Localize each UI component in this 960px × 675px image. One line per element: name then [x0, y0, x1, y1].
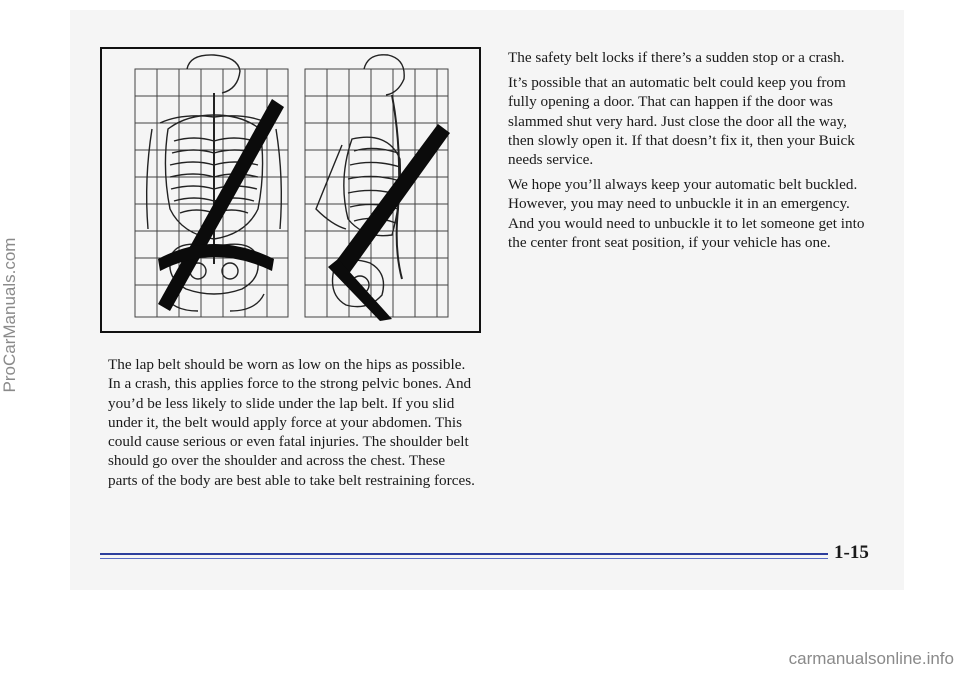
front-skeleton: [147, 55, 282, 311]
watermark-text: ProCarManuals.com: [0, 237, 19, 393]
lap-belt-paragraph: The lap belt should be worn as low on the hips as possible. In a crash, this applies force to the strong pelvic bones. And you’d be less likely to slide under the lap belt. If you slid under it, the belt would apply force at your abdomen. This could cause serious or even fatal injuries. The shoulder belt should go over the shoulder and across the chest. These parts of the body are best able to take belt restraining forces.: [108, 356, 475, 489]
side-watermark: [0, 150, 20, 480]
side-skeleton: [316, 55, 404, 307]
grid-left: [135, 69, 288, 317]
unbuckle-paragraph: We hope you’ll always keep your automatic belt buckled. However, you may need to unbuckle it in an emergency. And you would need to unbuckle it to let someone get into the center front seat position, if your vehicle has one.: [508, 176, 865, 251]
seatbelt-skeleton-illustration: [100, 47, 481, 333]
front-shoulder-belt: [158, 99, 284, 311]
site-brand[interactable]: carmanualsonline.info: [788, 649, 954, 668]
skeleton-drawing: [102, 49, 479, 331]
safety-belt-locks-paragraph: The safety belt locks if there’s a sudden stop or a crash.: [508, 49, 845, 66]
footer-rule: [100, 553, 828, 555]
grid-right: [305, 69, 448, 317]
page-number: 1-15: [834, 542, 869, 563]
automatic-belt-door-paragraph: It’s possible that an automatic belt could keep you from fully opening a door. That can happen if the door was slammed shut very hard. Just close the door all the way, then slowly open it. If that doesn’t fix it, then your Buick needs service.: [508, 74, 855, 169]
footer-rule-thin: [100, 558, 828, 559]
